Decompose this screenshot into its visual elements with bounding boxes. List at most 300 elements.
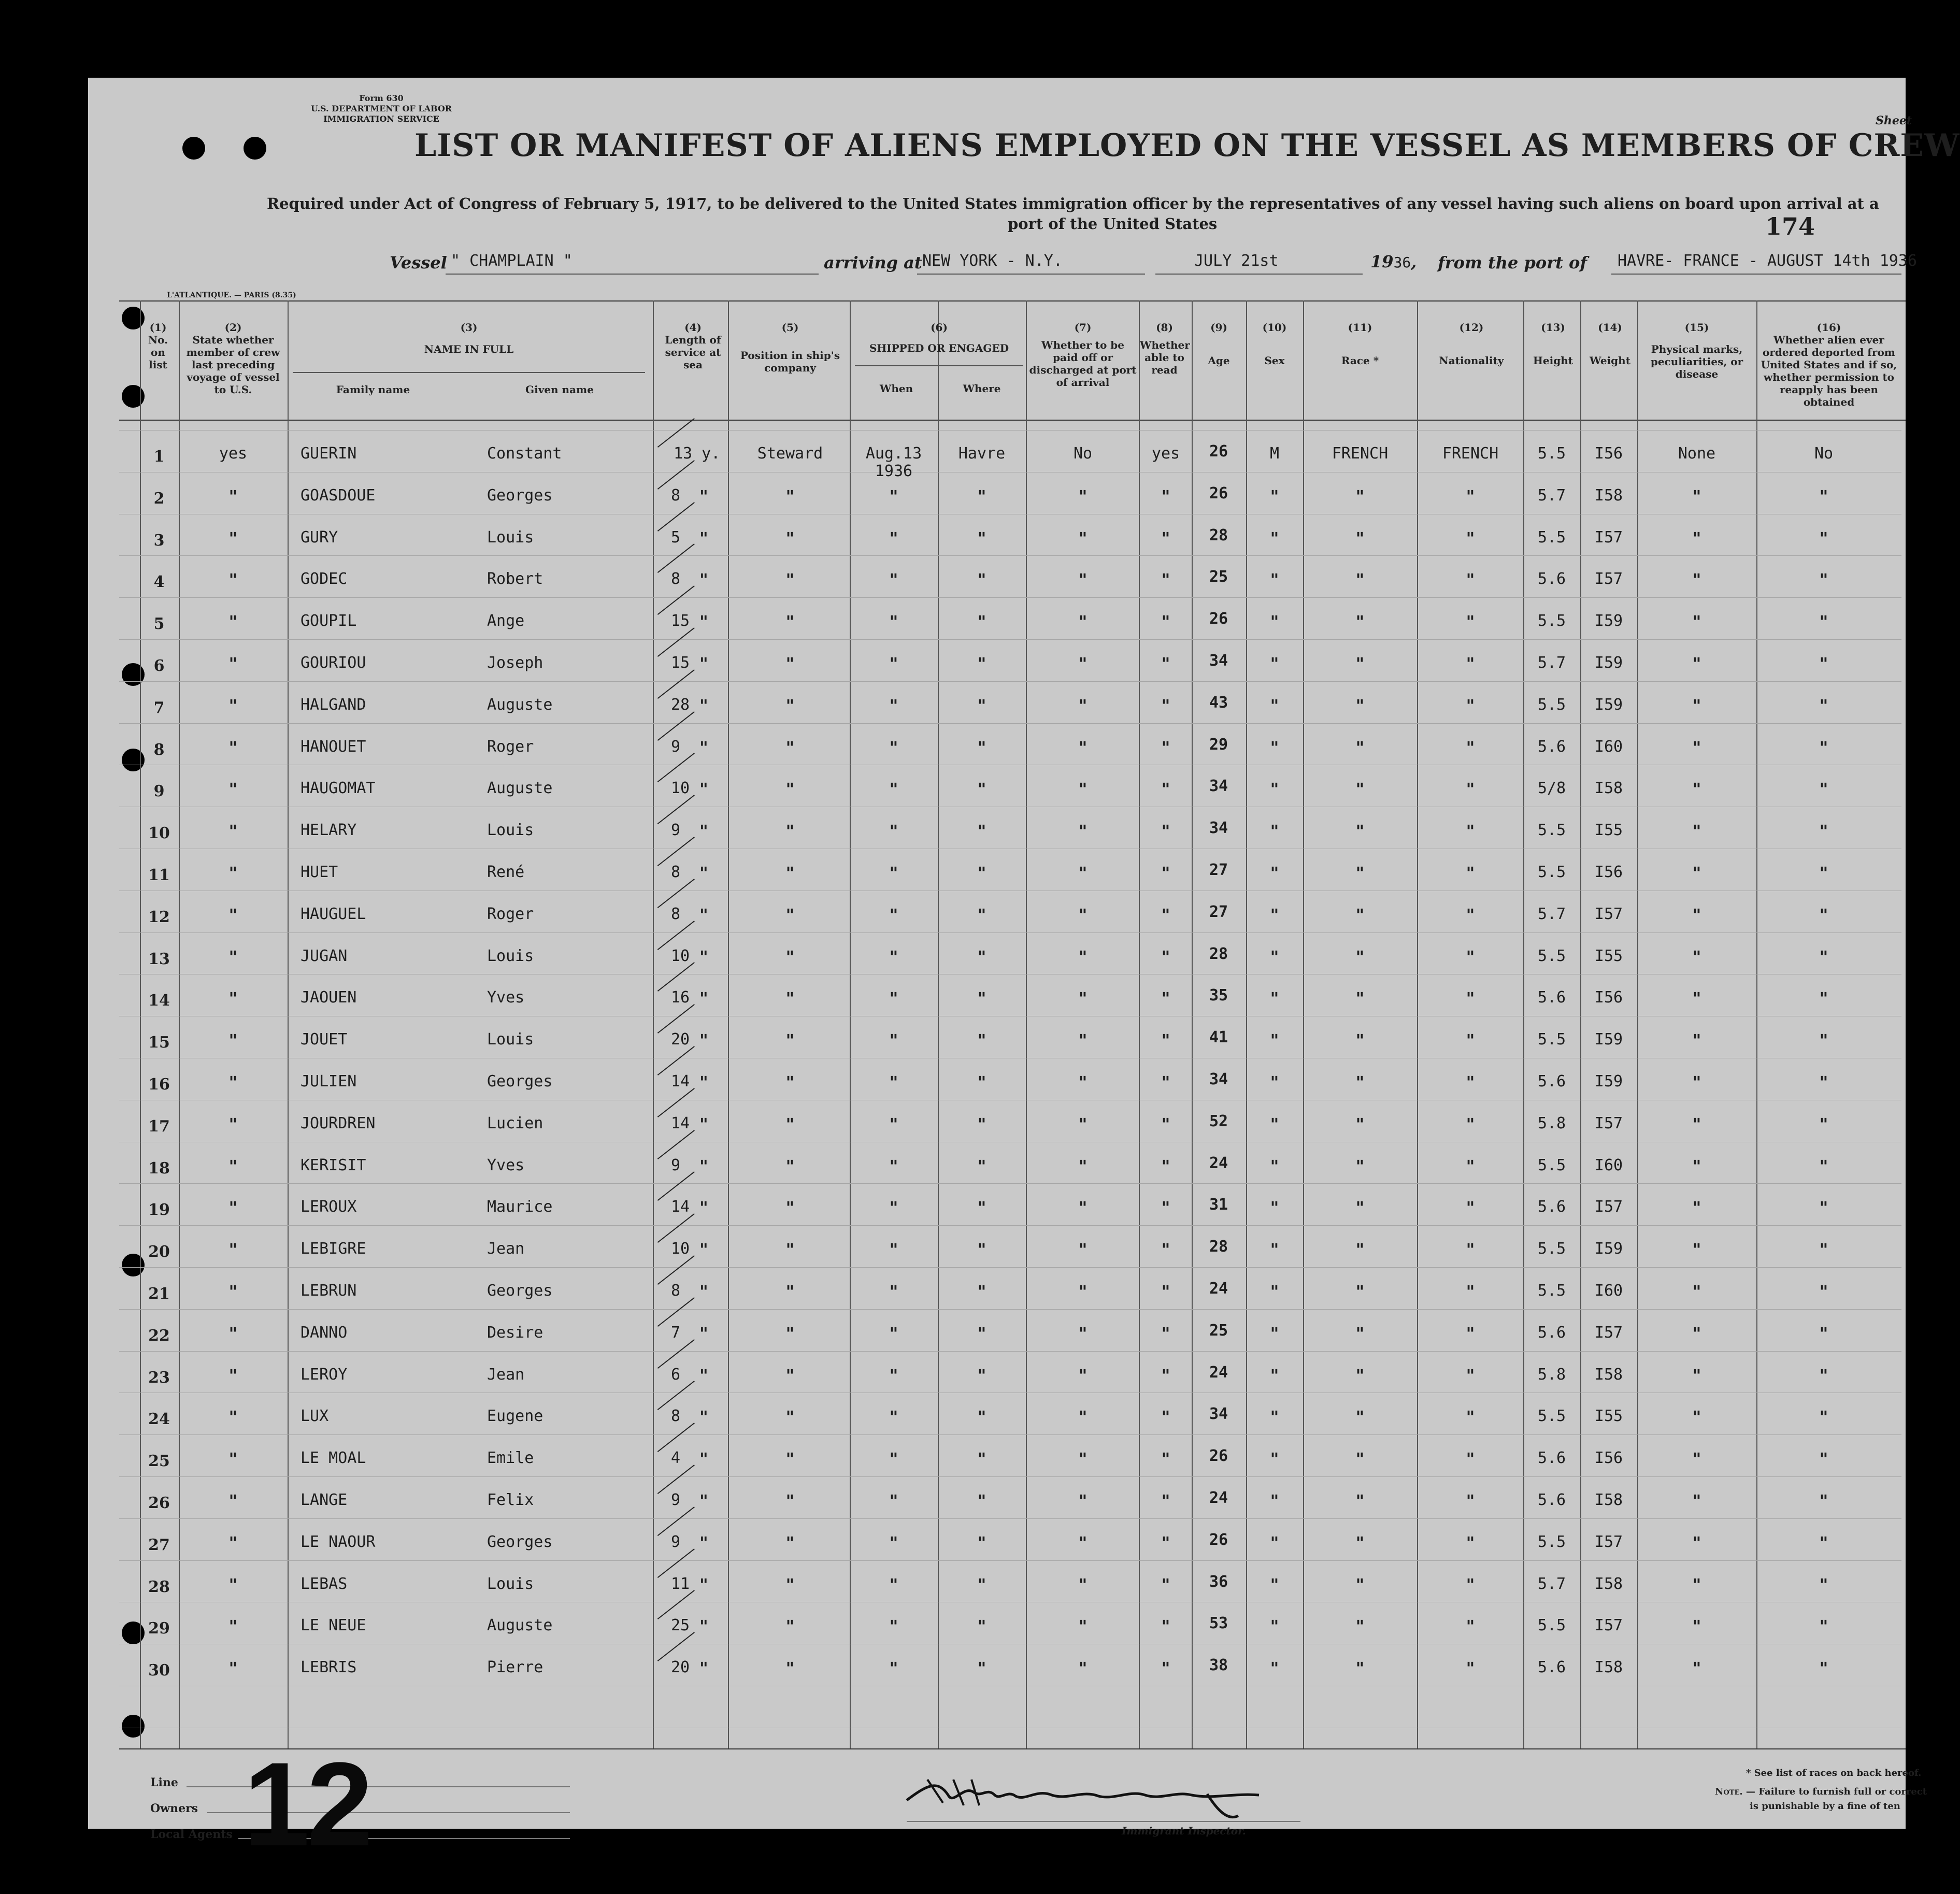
nationality: " — [1466, 946, 1475, 967]
note-races: * See list of races on back hereof. — [1746, 1768, 1922, 1778]
race: " — [1355, 570, 1365, 590]
age: 26 — [1209, 484, 1228, 503]
family-name: GOASDOUE — [301, 486, 376, 505]
age: 24 — [1209, 1489, 1228, 1507]
height: 5.5 — [1537, 1407, 1566, 1426]
age: 27 — [1209, 861, 1228, 879]
height: 5.5 — [1537, 1532, 1566, 1551]
nationality: " — [1466, 905, 1475, 925]
height: 5.5 — [1537, 946, 1566, 965]
binder-hole — [122, 1254, 145, 1276]
given-name: Auguste — [487, 1616, 553, 1635]
age: 35 — [1209, 986, 1228, 1005]
nationality: " — [1466, 863, 1475, 883]
row-number: 9 — [153, 782, 165, 801]
length-of-service: 15 — [671, 654, 690, 672]
col3-number: (3) — [460, 321, 478, 334]
deportation-status: " — [1819, 1323, 1828, 1343]
binder-hole — [122, 1622, 145, 1644]
row-number: 14 — [148, 992, 170, 1010]
shipped-where: " — [977, 695, 986, 715]
page-title: LIST OR MANIFEST OF ALIENS EMPLOYED ON THE VESSEL AS MEMBERS OF CREW — [414, 127, 1960, 164]
given-name: Georges — [487, 1072, 553, 1091]
check-mark — [657, 1088, 695, 1117]
position: " — [785, 1030, 795, 1051]
row-number: 23 — [148, 1368, 170, 1387]
sex: " — [1270, 1323, 1279, 1343]
member-last-voyage: " — [228, 1491, 238, 1511]
family-name: LANGE — [301, 1491, 348, 1509]
race: " — [1355, 695, 1365, 715]
departure-port-date: HAVRE- FRANCE - AUGUST 14th 1936 — [1618, 252, 1917, 270]
sheet-number: 174 — [1765, 212, 1815, 240]
physical-marks: " — [1692, 1532, 1701, 1553]
height: 5.5 — [1537, 1616, 1566, 1635]
length-of-service: 28 — [671, 695, 690, 714]
service-years-ditto: " — [699, 1323, 708, 1343]
race: " — [1355, 1030, 1365, 1051]
service-years-ditto: " — [699, 1240, 708, 1260]
weight: I60 — [1594, 1282, 1623, 1300]
nationality: " — [1466, 1449, 1475, 1469]
race: " — [1355, 1658, 1365, 1678]
race: " — [1355, 946, 1365, 967]
shipped-where: " — [977, 612, 986, 632]
sex: " — [1270, 612, 1279, 632]
race: " — [1355, 1365, 1365, 1385]
family-name: KERISIT — [301, 1156, 366, 1174]
shipped-when: " — [889, 905, 898, 925]
position: " — [785, 654, 795, 673]
weight: I58 — [1594, 1365, 1623, 1384]
able-to-read: " — [1161, 1616, 1170, 1637]
race: " — [1355, 1198, 1365, 1218]
service-years-ditto: " — [699, 1449, 708, 1469]
paid-off: " — [1078, 905, 1088, 925]
col11-number: (11) — [1348, 321, 1372, 334]
paid-off: " — [1078, 863, 1088, 883]
given-name: Pierre — [487, 1658, 543, 1677]
line-label: Line — [150, 1776, 178, 1789]
position: " — [785, 1491, 795, 1511]
nationality: " — [1466, 1532, 1475, 1553]
family-name: LEROUX — [301, 1198, 357, 1216]
shipped-when: " — [889, 821, 898, 841]
weight: I57 — [1594, 905, 1623, 923]
check-mark — [657, 1213, 695, 1243]
shipped-where: " — [977, 1030, 986, 1051]
nationality: " — [1466, 1658, 1475, 1678]
nationality: " — [1466, 1030, 1475, 1051]
weight: I56 — [1594, 863, 1623, 881]
check-mark — [657, 1381, 695, 1410]
deportation-status: " — [1819, 1114, 1828, 1134]
given-name: Auguste — [487, 779, 553, 798]
col7-number: (7) — [1074, 321, 1092, 334]
nationality: " — [1466, 988, 1475, 1009]
length-of-service: 15 — [671, 612, 690, 630]
deportation-status: " — [1819, 863, 1828, 883]
position: " — [785, 1198, 795, 1218]
year-prefix: 19 — [1370, 252, 1394, 271]
arrival-port: NEW YORK - N.Y. — [922, 252, 1063, 270]
able-to-read: " — [1161, 1072, 1170, 1092]
deportation-status: " — [1819, 1407, 1828, 1427]
height: 5/8 — [1537, 779, 1566, 798]
check-mark — [657, 1632, 695, 1661]
paid-off: " — [1078, 1658, 1088, 1678]
height: 5.5 — [1537, 528, 1566, 547]
nationality: " — [1466, 654, 1475, 673]
family-name: JOURDREN — [301, 1114, 376, 1132]
row-number: 6 — [153, 657, 165, 675]
row-number: 22 — [148, 1326, 170, 1345]
shipped-when: " — [889, 1407, 898, 1427]
member-last-voyage: " — [228, 1198, 238, 1218]
check-mark — [657, 460, 695, 490]
physical-marks: " — [1692, 737, 1701, 757]
shipped-when: " — [889, 1532, 898, 1553]
inspector-signature — [896, 1764, 1363, 1826]
row-number: 7 — [153, 698, 165, 717]
deportation-status: " — [1819, 1532, 1828, 1553]
nationality: " — [1466, 570, 1475, 590]
nationality: " — [1466, 1323, 1475, 1343]
row-number: 15 — [148, 1034, 170, 1052]
check-mark — [657, 627, 695, 657]
family-name: JAOUEN — [301, 988, 357, 1007]
shipped-when: " — [889, 1323, 898, 1343]
col12-number: (12) — [1459, 321, 1484, 334]
age: 34 — [1209, 652, 1228, 670]
deportation-status: " — [1819, 570, 1828, 590]
service-years-ditto: " — [699, 1030, 708, 1051]
weight: I58 — [1594, 1658, 1623, 1677]
check-mark — [657, 418, 695, 448]
shipped-where: " — [977, 1532, 986, 1553]
service-years-ditto: " — [699, 779, 708, 799]
shipped-where: " — [977, 1114, 986, 1134]
sex: " — [1270, 1240, 1279, 1260]
service-years-ditto: " — [699, 654, 708, 673]
deportation-status: " — [1819, 1449, 1828, 1469]
able-to-read: " — [1161, 1491, 1170, 1511]
weight: I56 — [1594, 444, 1623, 463]
family-name: JOUET — [301, 1030, 348, 1049]
shipped-where: " — [977, 486, 986, 506]
row-number: 11 — [148, 866, 170, 884]
deportation-status: " — [1819, 988, 1828, 1009]
position: " — [785, 528, 795, 548]
family-name: GOUPIL — [301, 612, 357, 630]
weight: I57 — [1594, 528, 1623, 547]
col6-number: (6) — [931, 321, 948, 334]
position: " — [785, 1114, 795, 1134]
member-last-voyage: " — [228, 1407, 238, 1427]
position: " — [785, 737, 795, 757]
paid-off: " — [1078, 1072, 1088, 1092]
family-name: GOURIOU — [301, 654, 366, 672]
check-mark — [657, 1130, 695, 1159]
weight: I58 — [1594, 486, 1623, 505]
race: " — [1355, 988, 1365, 1009]
member-last-voyage: " — [228, 1072, 238, 1092]
physical-marks: " — [1692, 988, 1701, 1009]
check-mark — [657, 1046, 695, 1075]
weight: I57 — [1594, 1323, 1623, 1342]
position: " — [785, 988, 795, 1009]
weight: I59 — [1594, 695, 1623, 714]
paid-off: " — [1078, 779, 1088, 799]
binder-hole — [122, 749, 145, 771]
physical-marks: " — [1692, 1491, 1701, 1511]
length-of-service: 8 — [671, 486, 681, 505]
paid-off: " — [1078, 946, 1088, 967]
deportation-status: " — [1819, 1491, 1828, 1511]
shipped-when: " — [889, 612, 898, 632]
arriving-label: arriving at — [824, 253, 922, 272]
position: " — [785, 1407, 795, 1427]
able-to-read: " — [1161, 821, 1170, 841]
row-number: 10 — [148, 824, 170, 843]
member-last-voyage: " — [228, 570, 238, 590]
physical-marks: " — [1692, 946, 1701, 967]
height: 5.6 — [1537, 1072, 1566, 1091]
shipped-where: " — [977, 1574, 986, 1595]
paid-off: " — [1078, 695, 1088, 715]
physical-marks: " — [1692, 1072, 1701, 1092]
check-mark — [657, 711, 695, 741]
col16-number: (16) — [1816, 321, 1841, 334]
length-of-service: 8 — [671, 1282, 681, 1300]
family-name: DANNO — [301, 1323, 348, 1342]
able-to-read: " — [1161, 1658, 1170, 1678]
sex: " — [1270, 570, 1279, 590]
age: 34 — [1209, 777, 1228, 796]
race: " — [1355, 612, 1365, 632]
check-mark — [657, 669, 695, 699]
given-name: Emile — [487, 1449, 534, 1468]
nationality: " — [1466, 1072, 1475, 1092]
age: 34 — [1209, 819, 1228, 838]
weight: I57 — [1594, 1532, 1623, 1551]
nationality: " — [1466, 1156, 1475, 1176]
weight: I57 — [1594, 1616, 1623, 1635]
age: 34 — [1209, 1405, 1228, 1424]
weight: I55 — [1594, 946, 1623, 965]
sex: " — [1270, 1407, 1279, 1427]
shipped-where: " — [977, 1449, 986, 1469]
service-years-ditto: " — [699, 1365, 708, 1385]
shipped-when-header: When — [879, 382, 913, 395]
family-name: HAUGUEL — [301, 905, 366, 923]
service-years-ditto: " — [699, 1491, 708, 1511]
deportation-status: No — [1814, 444, 1834, 463]
weight: I56 — [1594, 988, 1623, 1007]
service-years-ditto: " — [699, 1114, 708, 1134]
col1-header: No. on list — [148, 334, 168, 371]
member-last-voyage: " — [228, 1282, 238, 1301]
race: " — [1355, 821, 1365, 841]
race: " — [1355, 1240, 1365, 1260]
race: " — [1355, 1491, 1365, 1511]
sex: " — [1270, 1114, 1279, 1134]
shipped-where: " — [977, 1616, 986, 1637]
sex: " — [1270, 1030, 1279, 1051]
col3-header: NAME IN FULL — [424, 343, 514, 355]
given-name: Desire — [487, 1323, 543, 1342]
shipped-where: " — [977, 1365, 986, 1385]
length-of-service: 13 y. — [674, 444, 721, 463]
row-number: 26 — [148, 1494, 170, 1512]
length-of-service: 14 — [671, 1198, 690, 1216]
sex: " — [1270, 1491, 1279, 1511]
nationality: " — [1466, 779, 1475, 799]
race: " — [1355, 1532, 1365, 1553]
col15-number: (15) — [1684, 321, 1709, 334]
service-years-ditto: " — [699, 570, 708, 590]
col2-number: (2) — [224, 321, 242, 334]
given-name-header: Given name — [525, 383, 594, 396]
shipped-where: " — [977, 1491, 986, 1511]
physical-marks: " — [1692, 528, 1701, 548]
subtitle-line2: port of the United States — [1008, 215, 1218, 233]
family-name: JUGAN — [301, 946, 348, 965]
sex: " — [1270, 1616, 1279, 1637]
member-last-voyage: " — [228, 1323, 238, 1343]
shipped-where-header: Where — [963, 382, 1001, 395]
service-years-ditto: " — [699, 486, 708, 506]
age: 52 — [1209, 1112, 1228, 1130]
age: 27 — [1209, 902, 1228, 921]
paid-off: " — [1078, 1616, 1088, 1637]
weight: I59 — [1594, 654, 1623, 672]
deportation-status: " — [1819, 1574, 1828, 1595]
service-name: IMMIGRATION SERVICE — [323, 114, 439, 124]
position: " — [785, 905, 795, 925]
nationality: " — [1466, 1491, 1475, 1511]
col15-header: Physical marks, peculiarities, or disease — [1650, 343, 1743, 380]
physical-marks: " — [1692, 1365, 1701, 1385]
note-text-2: is punishable by a fine of ten — [1750, 1801, 1900, 1812]
service-years-ditto: " — [699, 1658, 708, 1678]
able-to-read: " — [1161, 1574, 1170, 1595]
position: " — [785, 821, 795, 841]
row-number: 2 — [153, 489, 165, 508]
nationality: " — [1466, 821, 1475, 841]
deportation-status: " — [1819, 1030, 1828, 1051]
physical-marks: " — [1692, 779, 1701, 799]
handwritten-line-number: 12 — [244, 1738, 370, 1871]
nationality: " — [1466, 1616, 1475, 1637]
nationality: " — [1466, 1114, 1475, 1134]
col9-header: Age — [1208, 354, 1230, 367]
age: 43 — [1209, 693, 1228, 712]
position: " — [785, 612, 795, 632]
paid-off: " — [1078, 737, 1088, 757]
family-name: HALGAND — [301, 695, 366, 714]
member-last-voyage: " — [228, 737, 238, 757]
family-name: LE NAOUR — [301, 1532, 376, 1551]
sex: " — [1270, 863, 1279, 883]
nationality: " — [1466, 1282, 1475, 1301]
paid-off: " — [1078, 486, 1088, 506]
age: 26 — [1209, 610, 1228, 628]
race: " — [1355, 1407, 1365, 1427]
col12-header: Nationality — [1439, 354, 1504, 367]
col16-header: Whether alien ever ordered deported from United States and if so, whether permission to reapply has been obtained — [1761, 334, 1897, 408]
sex: " — [1270, 1574, 1279, 1595]
physical-marks: " — [1692, 1240, 1701, 1260]
able-to-read: " — [1161, 1407, 1170, 1427]
col5-header: Position in ship's company — [740, 349, 840, 374]
member-last-voyage: " — [228, 1616, 238, 1637]
shipped-where: " — [977, 1282, 986, 1301]
col8-header: Whether able to read — [1140, 339, 1190, 376]
check-mark — [657, 543, 695, 573]
family-name: HAUGOMAT — [301, 779, 376, 798]
shipped-when: " — [889, 1072, 898, 1092]
member-last-voyage: " — [228, 821, 238, 841]
position: " — [785, 863, 795, 883]
physical-marks: " — [1692, 1449, 1701, 1469]
able-to-read: " — [1161, 486, 1170, 506]
position: " — [785, 1282, 795, 1301]
physical-marks: " — [1692, 695, 1701, 715]
shipped-when: " — [889, 654, 898, 673]
position: " — [785, 1658, 795, 1678]
shipped-when: Aug.13 — [865, 444, 922, 463]
shipped-when: " — [889, 486, 898, 506]
nationality: " — [1466, 1407, 1475, 1427]
shipped-when: " — [889, 1240, 898, 1260]
physical-marks: " — [1692, 1574, 1701, 1595]
physical-marks: " — [1692, 1282, 1701, 1301]
deportation-status: " — [1819, 654, 1828, 673]
check-mark — [657, 1548, 695, 1578]
sex: " — [1270, 1532, 1279, 1553]
weight: I59 — [1594, 1030, 1623, 1049]
check-mark — [657, 1255, 695, 1285]
shipped-where: " — [977, 1156, 986, 1176]
printer-mark: L'ATLANTIQUE. — PARIS (8.35) — [167, 291, 296, 299]
deportation-status: " — [1819, 779, 1828, 799]
age: 25 — [1209, 1321, 1228, 1340]
deportation-status: " — [1819, 946, 1828, 967]
col14-header: Weight — [1590, 354, 1630, 367]
race: " — [1355, 1114, 1365, 1134]
sex: " — [1270, 988, 1279, 1009]
able-to-read: " — [1161, 528, 1170, 548]
family-name-header: Family name — [336, 383, 410, 396]
race: " — [1355, 1072, 1365, 1092]
position: Steward — [757, 444, 823, 463]
check-mark — [657, 1423, 695, 1452]
paid-off: " — [1078, 1449, 1088, 1469]
shipped-where: " — [977, 1198, 986, 1218]
age: 28 — [1209, 1238, 1228, 1256]
shipped-when: " — [889, 863, 898, 883]
service-years-ditto: " — [699, 528, 708, 548]
given-name: Lucien — [487, 1114, 543, 1132]
col7-header: Whether to be paid off or discharged at port of arrival — [1029, 339, 1137, 389]
family-name: LUX — [301, 1407, 329, 1426]
service-years-ditto: " — [699, 863, 708, 883]
deportation-status: " — [1819, 695, 1828, 715]
shipped-when: " — [889, 1198, 898, 1218]
member-last-voyage: " — [228, 1574, 238, 1595]
col13-header: Height — [1533, 354, 1573, 367]
